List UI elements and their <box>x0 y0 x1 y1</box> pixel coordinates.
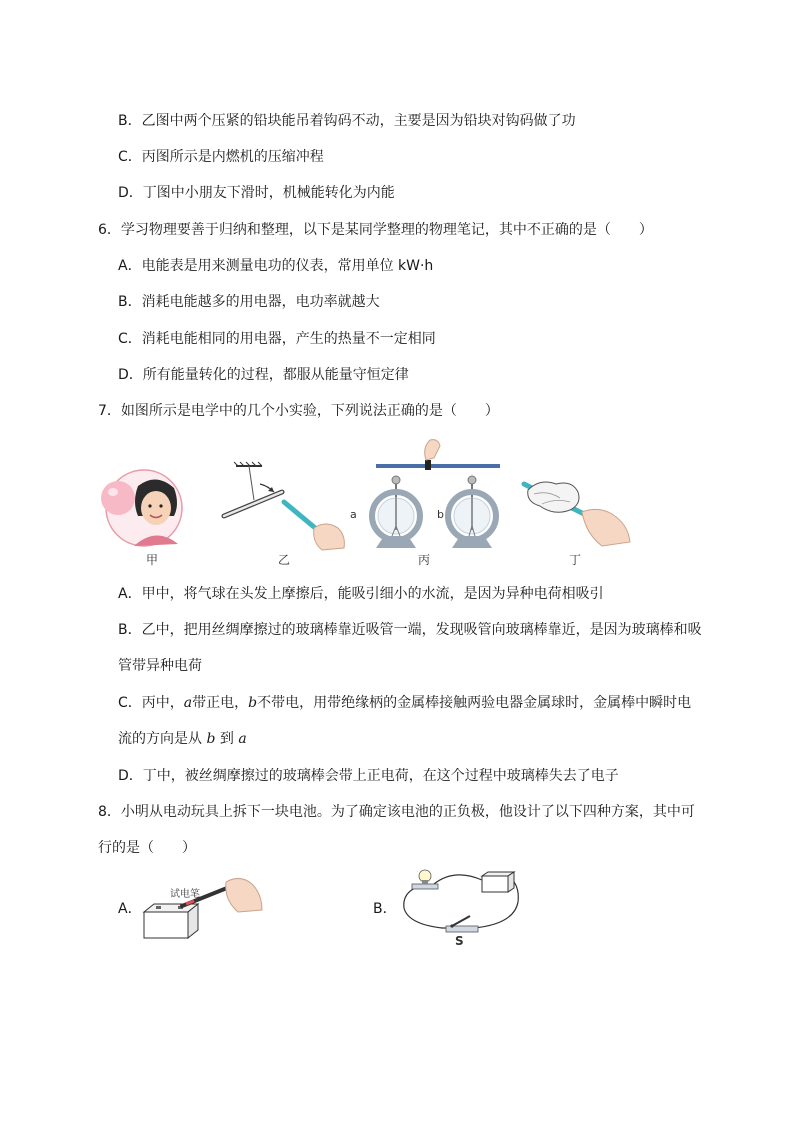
q7-option-b-line1: B．乙中，把用丝绸摩擦过的玻璃棒靠近吸管一端，发现吸管向玻璃棒靠近，是因为玻璃棒和吸 <box>118 622 702 638</box>
figure-q8a-test-pencil-battery <box>140 874 264 942</box>
electroscope-label-a: a <box>350 508 357 521</box>
q8-option-a-label: A． <box>118 901 142 917</box>
q6-option-b: B．消耗电能越多的用电器，电功率就越大 <box>118 294 380 310</box>
q5-option-b: B．乙图中两个压紧的铅块能吊着钩码不动，主要是因为铅块对钩码做了功 <box>118 113 576 129</box>
test-pencil-label: 试电笔 <box>170 889 200 900</box>
figure-q8b-circuit <box>398 862 528 942</box>
figure-label-jia: 甲 <box>146 553 159 567</box>
q5-option-c: C．丙图所示是内燃机的压缩冲程 <box>118 149 324 165</box>
switch-label: S <box>455 934 464 948</box>
q7-option-c-line2 <box>118 729 247 749</box>
q6-option-d: D．所有能量转化的过程，都服从能量守恒定律 <box>118 367 409 383</box>
q7-option-d: D．丁中，被丝绸摩擦过的玻璃棒会带上正电荷，在这个过程中玻璃棒失去了电子 <box>118 768 619 784</box>
q6-option-c: C．消耗电能相同的用电器，产生的热量不一定相同 <box>118 331 436 347</box>
q7-option-c-text-2: 带正电， <box>192 695 249 711</box>
q8-stem-line2: 行的是（ ） <box>98 840 196 856</box>
q6-option-a: A．电能表是用来测量电功的仪表，常用单位 kW·h <box>118 258 434 274</box>
q7-option-c-text-3: 不带电，用带绝缘柄的金属棒接触两验电器金属球时，金属棒中瞬时电 <box>257 695 692 711</box>
q5-option-d: D．丁图中小朋友下滑时，机械能转化为内能 <box>118 185 395 201</box>
q7-option-c-text-1: C．丙中， <box>118 695 184 711</box>
figure-label-bing: 丙 <box>418 553 431 567</box>
q8-option-b-label: B． <box>373 901 397 917</box>
q7-option-b-line2: 管带异种电荷 <box>118 658 202 674</box>
electroscope-label-b: b <box>437 508 444 521</box>
q7-option-a: A．甲中，将气球在头发上摩擦后，能吸引细小的水流，是因为异种电荷相吸引 <box>118 586 604 602</box>
figure-label-yi: 乙 <box>278 553 291 567</box>
q7-stem: 7．如图所示是电学中的几个小实验，下列说法正确的是（ ） <box>98 403 499 419</box>
figure-ding-glass-rod-silk <box>520 476 632 550</box>
q7-option-c-line1 <box>118 693 691 713</box>
figure-label-ding: 丁 <box>569 553 582 567</box>
figure-jia-balloon-girl <box>98 468 188 550</box>
q7-option-c-var-a: a <box>183 695 193 711</box>
q8-stem-line1: 8．小明从电动玩具上拆下一块电池。为了确定该电池的正负极，他设计了以下四种方案，其中可 <box>98 804 695 820</box>
figure-bing-electroscopes <box>346 436 512 552</box>
q7-option-c-text-5: 到 <box>215 731 239 747</box>
q7-option-c-text-4: 流的方向是从 <box>118 731 207 747</box>
q6-stem: 6．学习物理要善于归纳和整理，以下是某同学整理的物理笔记，其中不正确的是（ ） <box>98 222 653 238</box>
figure-yi-straw-rod <box>222 462 352 552</box>
q7-option-c-var-b: b <box>248 695 258 711</box>
q7-option-c-var-b2: b <box>206 731 216 747</box>
q7-option-c-var-a2: a <box>238 731 247 747</box>
